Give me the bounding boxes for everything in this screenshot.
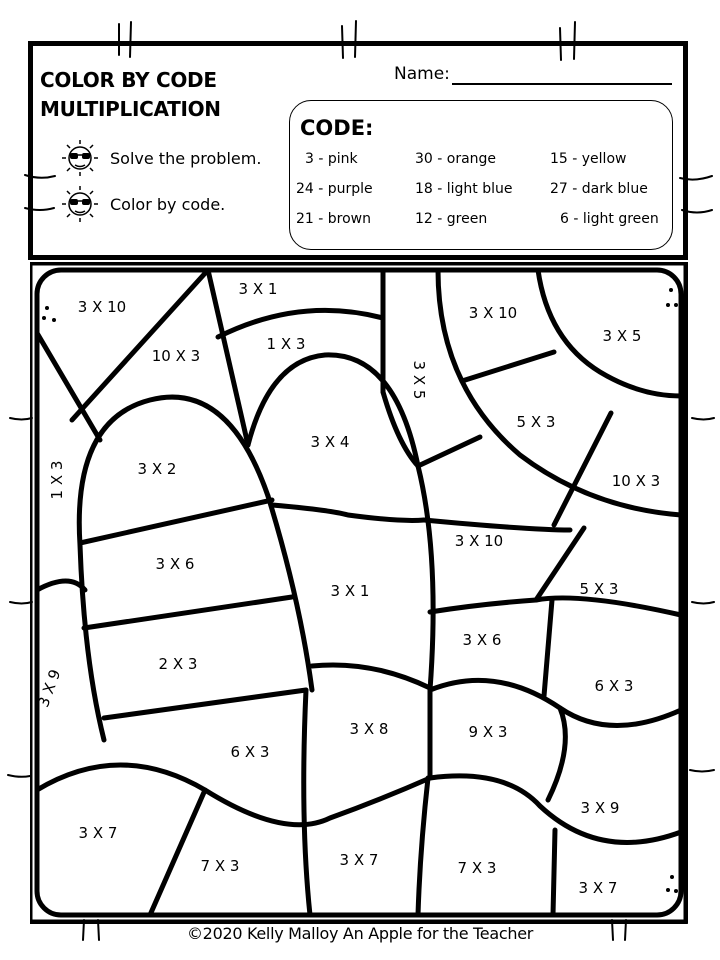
region-label: 3 X 9 xyxy=(580,799,620,817)
region-label: 6 X 3 xyxy=(594,677,634,695)
region-labels xyxy=(34,280,660,897)
region-label: 3 X 6 xyxy=(462,631,502,649)
region-label: 3 X 10 xyxy=(454,532,504,550)
region-label: 3 X 10 xyxy=(77,298,127,316)
title-line-1: COLOR BY CODE xyxy=(40,68,217,92)
code-item: 6 - light green xyxy=(560,211,659,227)
code-item: 15 - yellow xyxy=(550,151,627,167)
code-title: CODE: xyxy=(300,116,374,140)
region-label: 7 X 3 xyxy=(457,859,497,877)
region-label: 3 X 1 xyxy=(238,280,278,298)
region-label: 3 X 10 xyxy=(468,304,518,322)
footer-credit: ©2020 Kelly Malloy An Apple for the Teacher xyxy=(186,924,534,943)
name-label: Name: xyxy=(394,64,450,84)
code-item: 27 - dark blue xyxy=(550,181,648,197)
region-label: 9 X 3 xyxy=(468,723,508,741)
code-item: 24 - purple xyxy=(296,181,373,197)
region-label: 3 X 5 xyxy=(602,327,642,345)
region-label: 5 X 3 xyxy=(579,580,619,598)
region-label: 3 X 1 xyxy=(330,582,370,600)
region-label: 5 X 3 xyxy=(516,413,556,431)
instruction-2-text: Color by code. xyxy=(110,194,226,214)
code-item: 12 - green xyxy=(415,211,488,227)
code-item: 3 - pink xyxy=(305,151,358,167)
region-label: 3 X 7 xyxy=(78,824,118,842)
title-line-2: MULTIPLICATION xyxy=(40,97,221,121)
region-label: 10 X 3 xyxy=(151,347,201,365)
region-label: 1 X 3 xyxy=(266,335,306,353)
region-label: 3 X 7 xyxy=(339,851,379,869)
region-label: 3 X 4 xyxy=(310,433,350,451)
code-item: 30 - orange xyxy=(415,151,497,167)
region-label: 6 X 3 xyxy=(230,743,270,761)
code-item: 18 - light blue xyxy=(415,181,513,197)
region-label: 3 X 2 xyxy=(137,460,177,478)
region-label: 10 X 3 xyxy=(611,472,661,490)
region-label: 2 X 3 xyxy=(158,655,198,673)
code-item: 21 - brown xyxy=(296,211,371,227)
instruction-1-text: Solve the problem. xyxy=(110,148,262,168)
region-label: 7 X 3 xyxy=(200,857,240,875)
region-label: 3 X 5 xyxy=(410,360,428,400)
region-label: 3 X 7 xyxy=(578,879,618,897)
region-label: 1 X 3 xyxy=(48,460,66,500)
region-label: 3 X 6 xyxy=(155,555,195,573)
region-label: 3 X 8 xyxy=(349,720,389,738)
region-label: 3 X 9 xyxy=(34,666,65,710)
